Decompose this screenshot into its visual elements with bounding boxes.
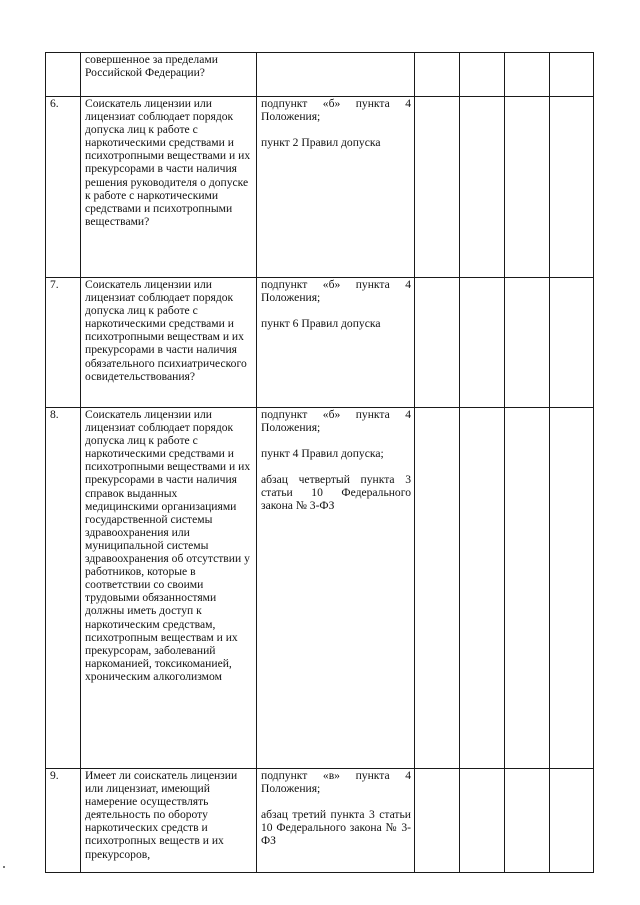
answer-cell-na [505,278,550,408]
requirement-question: Соискатель лицензии или лицензиат соблюдает порядок допуска лиц к работе с наркотическими средствами и психотропными веществам и их прекурсорами в части наличия обязательного психиатрического освидетельствования? [81,278,257,408]
row-number [46,53,81,97]
reference-item: пункт 4 Правил допуска; [261,447,384,461]
answer-cell-na [505,769,550,873]
answer-cell-yes [415,53,460,97]
answer-cell-na [505,53,550,97]
row-number: 6. [46,97,81,278]
legal-reference [257,53,415,97]
row-number: 8. [46,408,81,769]
requirement-question: Соискатель лицензии или лицензиат соблюдает порядок допуска лиц к работе с наркотическими средствами и психотропными веществами и их прекурсорами в части наличия решения руководителя о допуске к работе с наркотическими средствами и психотропными веществами? [81,97,257,278]
row-number: 7. [46,278,81,408]
answer-cell-yes [415,97,460,278]
answer-cell-note [550,53,594,97]
reference-item: пункт 2 Правил допуска [261,136,381,150]
answer-cell-na [505,408,550,769]
answer-cell-yes [415,278,460,408]
table-row [46,97,594,278]
requirement-question: Соискатель лицензии или лицензиат соблюдает порядок допуска лиц к работе с наркотическими средствами и психотропными веществами и их прекурсорами в части наличия справок выданных медицинскими организациями государственной системы здравоохранения или муниципальной системы здравоохранения об отсутствии у работников, которые в соответствии со своими трудовыми обязанностями должны иметь доступ к наркотическим средствам, психотропным веществам и их прекурсорам, заболеваний наркоманией, токсикоманией, хроническим алкоголизмом [81,408,257,769]
answer-cell-no [460,97,505,278]
answer-cell-no [460,53,505,97]
reference-item: подпункт «б» пункта 4 Положения; [261,408,411,435]
answer-cell-na [505,97,550,278]
legal-reference [257,769,415,873]
legal-reference [257,278,415,408]
requirement-question: совершенное за пределами Российской Федерации? [81,53,257,97]
row-number: 9. [46,769,81,873]
answer-cell-note [550,278,594,408]
answer-cell-no [460,408,505,769]
answer-cell-yes [415,769,460,873]
answer-cell-note [550,408,594,769]
reference-item: абзац третий пункта 3 статьи 10 Федерального закона № 3-ФЗ [261,808,411,848]
legal-reference [257,97,415,278]
reference-item: подпункт «б» пункта 4 Положения; [261,97,411,124]
answer-cell-no [460,278,505,408]
scan-speck [3,866,5,868]
reference-item: абзац четвертый пункта 3 статьи 10 Федерального закона № 3-ФЗ [261,473,411,513]
reference-item: подпункт «в» пункта 4 Положения; [261,769,411,796]
table-row [46,53,594,97]
answer-cell-yes [415,408,460,769]
reference-item: пункт 6 Правил допуска [261,317,381,331]
answer-cell-no [460,769,505,873]
answer-cell-note [550,97,594,278]
requirement-question: Имеет ли соискатель лицензии или лицензиат, имеющий намерение осуществлять деятельность по обороту наркотических средств и психотропных веществ и их прекурсоров, [81,769,257,873]
reference-item: подпункт «б» пункта 4 Положения; [261,278,411,305]
checklist-table [45,52,594,873]
table-row [46,769,594,873]
table-row [46,408,594,769]
legal-reference [257,408,415,769]
table-row [46,278,594,408]
answer-cell-note [550,769,594,873]
